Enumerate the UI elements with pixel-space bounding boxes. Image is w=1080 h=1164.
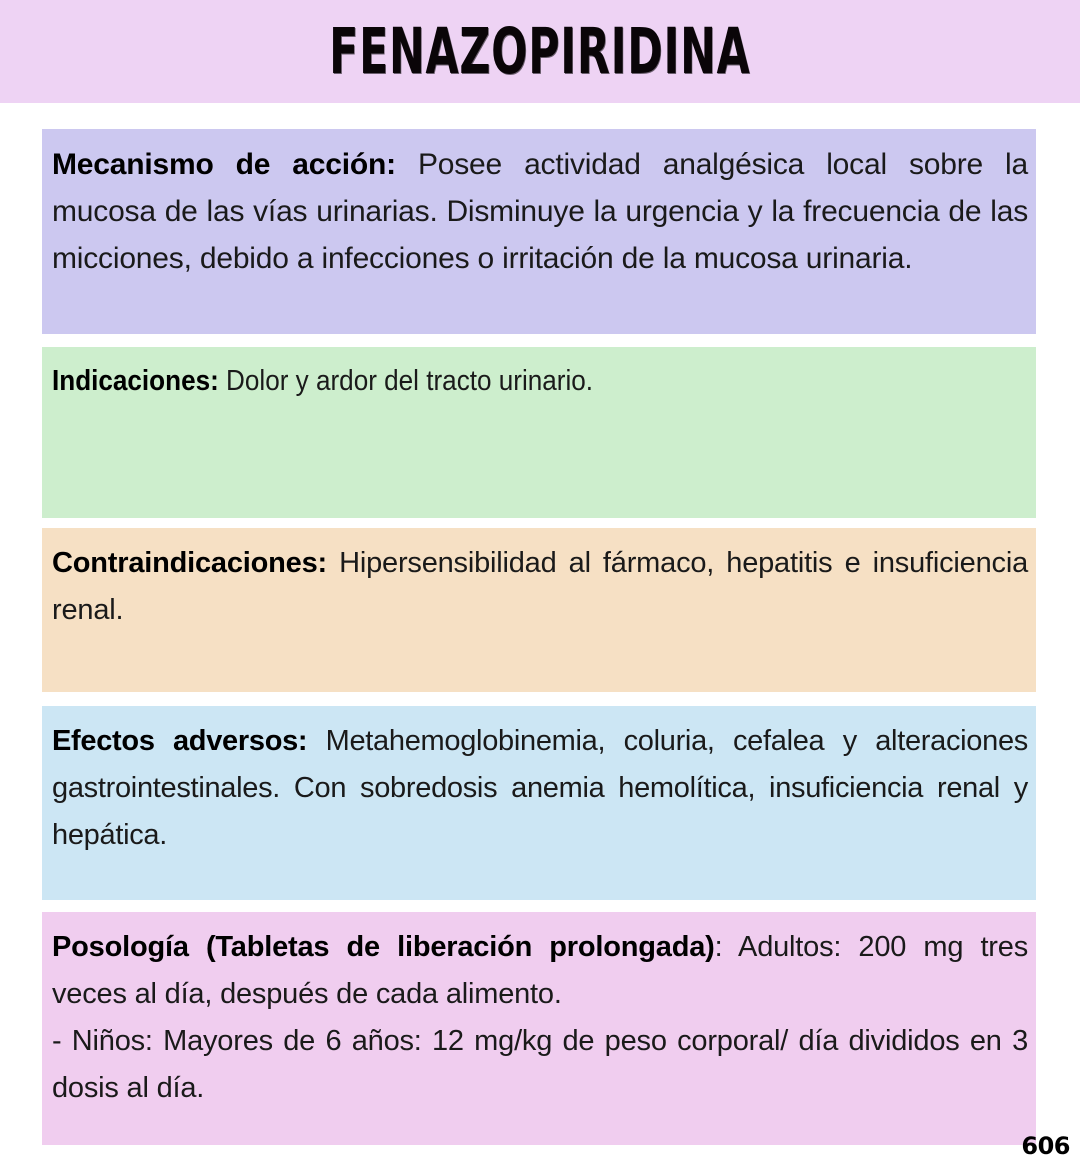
page-title: FENAZOPIRIDINA xyxy=(329,15,751,88)
section-body-mecanismo: Posee actividad analgésica local sobre la mucosa de las vías urinarias. Disminuye la urgencia y la frecuencia de las micciones, debido a infecciones o irritación de la mucosa urinaria. xyxy=(52,148,1028,275)
title-band xyxy=(0,0,1080,103)
section-label-posologia: Posología (Tabletas de liberación prolongada) xyxy=(52,931,715,963)
section-label-contraindicaciones: Contraindicaciones: xyxy=(52,547,327,579)
section-paragraph xyxy=(52,141,1028,282)
section-label-indicaciones: Indicaciones: xyxy=(52,365,219,397)
section-body-indicaciones: Dolor y ardor del tracto urinario. xyxy=(218,365,594,397)
section-body-contraindicaciones: Hipersensibilidad al fármaco, hepatitis e insuficiencia renal. xyxy=(52,547,1028,626)
section-mecanismo-de-accion xyxy=(42,129,1036,334)
page-number: 606 xyxy=(1021,1132,1070,1160)
section-paragraph xyxy=(52,718,1028,859)
section-body-posologia-adultos: : Adultos: 200 mg tres veces al día, después de cada alimento. xyxy=(52,931,1028,1010)
section-paragraph xyxy=(52,359,1028,403)
section-body-efectos-adversos: Metahemoglobinemia, coluria, cefalea y alteraciones gastrointestinales. Con sobredosis anemia hemolítica, insuficiencia renal y hepática. xyxy=(52,725,1028,851)
section-contraindicaciones xyxy=(42,528,1036,692)
section-paragraph xyxy=(52,540,1028,634)
section-indicaciones xyxy=(42,347,1036,518)
section-paragraph-ninos: - Niños: Mayores de 6 años: 12 mg/kg de peso corporal/ día divididos en 3 dosis al día. xyxy=(52,1025,1028,1104)
section-efectos-adversos xyxy=(42,706,1036,900)
section-label-efectos-adversos: Efectos adversos: xyxy=(52,725,308,757)
section-label-mecanismo: Mecanismo de acción: xyxy=(52,148,396,181)
section-posologia xyxy=(42,912,1036,1145)
section-paragraph-adultos xyxy=(52,924,1028,1018)
